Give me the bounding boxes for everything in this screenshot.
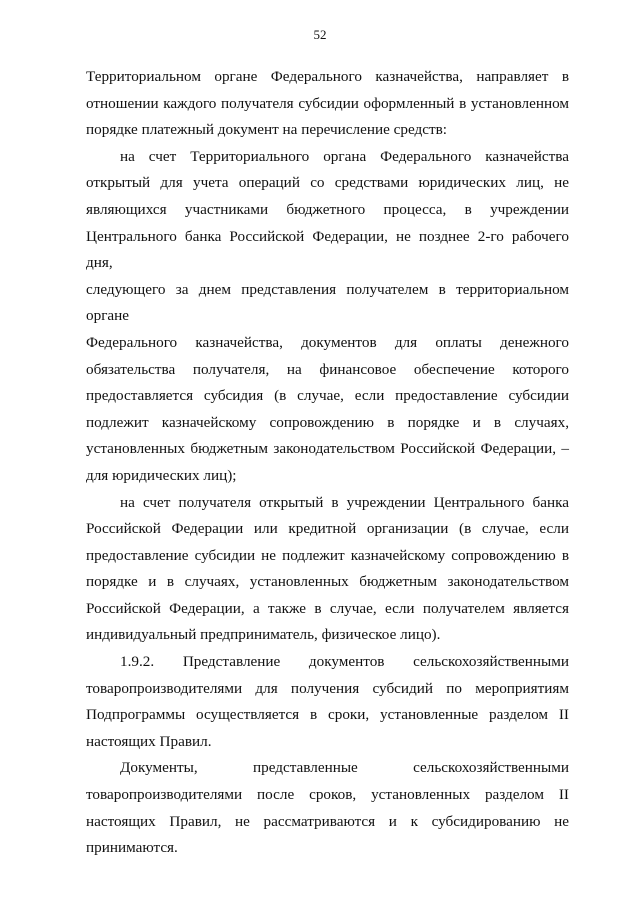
text-line: Российской Федерации или кредитной организации (в случае, если — [86, 520, 569, 538]
paragraph-treasury-account — [86, 436, 569, 463]
paragraph-treasury-account — [86, 330, 569, 357]
text-line: отношении каждого получателя субсидии оформленный в установленном — [86, 94, 569, 112]
text-line: товаропроизводителями для получения субсидий по мероприятиям — [86, 679, 569, 697]
text-line: Федерального казначейства, документов для оплаты денежного — [86, 333, 569, 351]
paragraph-clause-1-9-2 — [86, 676, 569, 703]
paragraph-treasury-account — [86, 170, 569, 197]
text-line: принимаются. — [86, 839, 178, 857]
text-line: на счет получателя открытый в учреждении Центрального банка — [120, 493, 569, 511]
paragraph-treasury-account — [86, 277, 569, 330]
text-line: порядке платежный документ на перечисление средств: — [86, 121, 448, 139]
text-line: Подпрограммы осуществляется в сроки, установленные разделом II — [86, 706, 569, 724]
text-line: на счет Территориального органа Федерального казначейства — [120, 147, 569, 165]
paragraph-late-documents — [86, 782, 569, 809]
paragraph-treasury-account — [86, 197, 569, 224]
paragraph-recipient-account — [86, 596, 569, 623]
paragraph-treasury-account — [86, 224, 569, 277]
text-line: Территориальном органе Федерального казначейства, направляет в — [86, 68, 569, 85]
paragraph-clause-1-9-2 — [86, 729, 569, 756]
text-line: Центрального банка Российской Федерации, не позднее 2-го рабочего дня, — [86, 227, 569, 272]
paragraph-treasury-account — [86, 410, 569, 437]
paragraph-recipient-account — [86, 490, 569, 517]
text-line: товаропроизводителями после сроков, установленных разделом II — [86, 786, 569, 804]
paragraph-recipient-account — [86, 516, 569, 543]
text-line: подлежит казначейскому сопровождению в порядке и в случаях, — [86, 413, 569, 431]
paragraph-continuation — [86, 91, 569, 118]
text-line: для юридических лиц); — [86, 466, 237, 484]
text-line: Российской Федерации, а также в случае, если получателем является — [86, 599, 569, 617]
paragraph-late-documents — [86, 809, 569, 836]
text-line: являющихся участниками бюджетного процесса, в учреждении — [86, 200, 569, 218]
paragraph-late-documents — [86, 755, 569, 782]
paragraph-treasury-account — [86, 144, 569, 171]
text-line: обязательства получателя, на финансовое обеспечение которого — [86, 360, 569, 378]
page-number: 52 — [313, 27, 327, 42]
paragraph-recipient-account — [86, 543, 569, 570]
paragraph-continuation — [86, 117, 569, 144]
text-line: предоставляется субсидия (в случае, если предоставление субсидии — [86, 387, 569, 405]
text-line: предоставление субсидии не подлежит казначейскому сопровождению в — [86, 546, 569, 564]
paragraph-continuation — [86, 64, 569, 91]
paragraph-recipient-account — [86, 622, 569, 649]
paragraph-treasury-account — [86, 463, 569, 490]
paragraph-clause-1-9-2 — [86, 649, 569, 676]
paragraph-recipient-account — [86, 569, 569, 596]
text-line: настоящих Правил, не рассматриваются и к субсидированию не — [86, 812, 569, 830]
paragraph-treasury-account — [86, 383, 569, 410]
paragraph-clause-1-9-2 — [86, 702, 569, 729]
document-body — [86, 64, 569, 862]
paragraph-late-documents — [86, 835, 569, 862]
text-line: установленных бюджетным законодательством Российской Федерации, – — [86, 440, 569, 458]
paragraph-treasury-account — [86, 357, 569, 384]
text-line: следующего за днем представления получателем в территориальном органе — [86, 280, 569, 325]
text-line: настоящих Правил. — [86, 732, 212, 750]
text-line: порядке и в случаях, установленных бюджетным законодательством — [86, 573, 569, 591]
text-line: открытый для учета операций со средствами юридических лиц, не — [86, 174, 569, 192]
text-line: индивидуальный предприниматель, физическое лицо). — [86, 626, 441, 644]
text-line: Документы, представленные сельскохозяйственными — [120, 759, 569, 777]
text-line: 1.9.2. Представление документов сельскохозяйственными — [120, 653, 569, 671]
